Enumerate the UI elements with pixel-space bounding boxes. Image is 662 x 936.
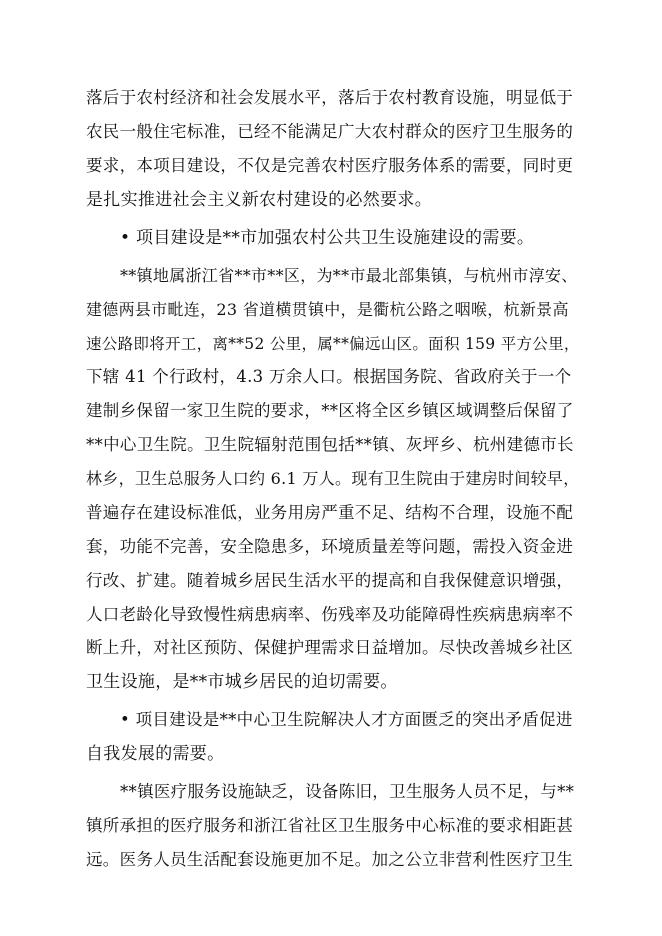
- text-line: 林乡，卫生总服务人口约 6.1 万人。现有卫生院由于建房时间较早，: [86, 469, 580, 488]
- text-line: 农民一般住宅标准，已经不能满足广大农村群众的医疗卫生服务的: [86, 122, 574, 141]
- text-line: 卫生设施，是**市城乡居民的迫切需要。: [86, 672, 398, 692]
- text-line: 套，功能不完善，安全隐患多，环境质量差等问题，需投入资金进: [86, 537, 574, 556]
- text-line: **中心卫生院。卫生院辐射范围包括**镇、灰坪乡、杭州建德市长: [86, 435, 574, 454]
- text-line: 落后于农村经济和社会发展水平，落后于农村教育设施，明显低于: [86, 88, 574, 107]
- text-line: 要求，本项目建设，不仅是完善农村医疗服务体系的需要，同时更: [86, 156, 574, 175]
- text-line: 普遍存在建设标准低，业务用房严重不足、结构不合理，设施不配: [86, 503, 574, 522]
- text-line: 速公路即将开工，离**52 公里，属**偏远山区。面积 159 平方公里，: [86, 335, 580, 353]
- bullet-heading: • 项目建设是**中心卫生院解决人才方面匮乏的突出矛盾促进: [120, 710, 573, 729]
- text-line: 建制乡保留一家卫生院的要求，**区将全区乡镇区域调整后保留了: [86, 401, 574, 420]
- text-line: **镇地属浙江省**市**区，为**市最北部集镇，与杭州市淳安、: [120, 266, 578, 285]
- text-line: **镇医疗服务设施缺乏，设备陈旧，卫生服务人员不足，与**: [120, 782, 575, 801]
- text-line: 建德两县市毗连，23 省道横贯镇中，是衢杭公路之咽喉，杭新景高: [86, 300, 569, 319]
- text-line: 下辖 41 个行政村，4.3 万余人口。根据国务院、省政府关于一个: [86, 367, 572, 386]
- text-line: 是扎实推进社会主义新农村建设的必然要求。: [86, 190, 432, 210]
- text-line: 人口老龄化导致慢性病患病率、伤残率及功能障碍性疾病患病率不: [86, 605, 574, 624]
- text-line: 远。医务人员生活配套设施更加不足。加之公立非营利性医疗卫生: [86, 850, 574, 869]
- bullet-heading: • 项目建设是**市加强农村公共卫生设施建设的需要。: [120, 228, 535, 248]
- text-line: 断上升，对社区预防、保健护理需求日益增加。尽快改善城乡社区: [86, 638, 574, 657]
- text-line: 行改、扩建。随着城乡居民生活水平的提高和自我保健意识增强，: [86, 571, 574, 590]
- text-line: 自我发展的需要。: [86, 744, 225, 764]
- text-line: 镇所承担的医疗服务和浙江省社区卫生服务中心标准的要求相距甚: [86, 816, 574, 835]
